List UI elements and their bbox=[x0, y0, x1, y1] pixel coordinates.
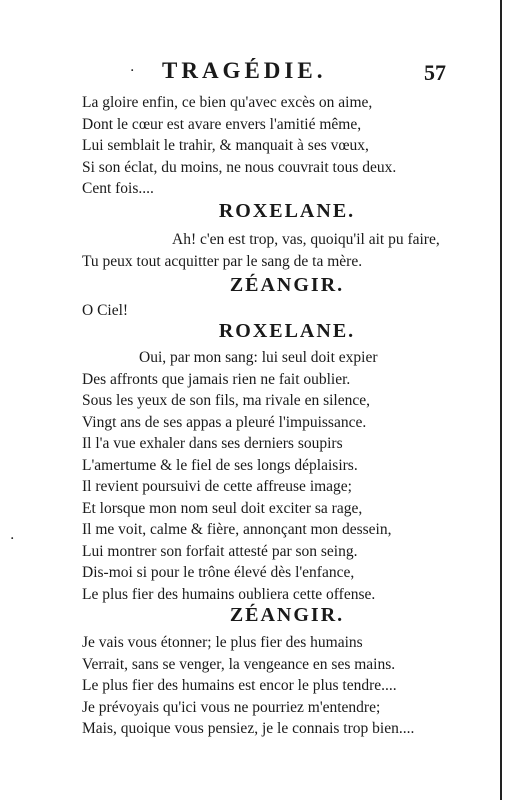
verse-line: Je vais vous étonner; le plus fier des humains bbox=[82, 634, 363, 651]
verse-line: Ah! c'en est trop, vas, quoiqu'il ait pu faire, bbox=[172, 231, 440, 248]
verse-line: Des affronts que jamais rien ne fait oublier. bbox=[82, 370, 351, 388]
speaker-name: ROXELANE. bbox=[218, 320, 356, 342]
speaker-name: ROXELANE. bbox=[218, 200, 356, 222]
speech-zeangir-1 bbox=[82, 274, 492, 322]
verse-line: Le plus fier des humains oubliera cette offense. bbox=[82, 585, 376, 603]
verse-line: Le plus fier des humains est encor le plus tendre.... bbox=[82, 677, 397, 694]
speech-roxelane-1 bbox=[82, 200, 492, 272]
verse-line: Il l'a vue exhaler dans ses derniers soupirs bbox=[82, 435, 343, 452]
verse-line: Sous les yeux de son fils, ma rivale en silence, bbox=[82, 392, 370, 409]
verse-line: Il me voit, calme & fière, annonçant mon dessein, bbox=[82, 521, 392, 538]
margin-dot: · bbox=[10, 531, 15, 547]
page-edge-line bbox=[500, 0, 502, 800]
verse-line: La gloire enfin, ce bien qu'avec excès on aime, bbox=[82, 94, 373, 111]
speech-zeangir-2 bbox=[82, 604, 492, 740]
verse-line: Tu peux tout acquitter par le sang de ta mère. bbox=[82, 252, 363, 270]
running-header bbox=[80, 58, 500, 88]
verse-line: Il revient poursuivi de cette affreuse image; bbox=[82, 478, 352, 495]
page-number: 57 bbox=[424, 60, 446, 85]
verse-line: Je prévoyais qu'ici vous ne pourriez m'entendre; bbox=[82, 698, 381, 716]
header-dot: · bbox=[130, 63, 135, 79]
speech-roxelane-2 bbox=[82, 320, 492, 605]
verse-line: Verrait, sans se venger, la vengeance en ses mains. bbox=[82, 655, 396, 673]
verse-line: Vingt ans de ses appas a pleuré l'impuissance. bbox=[82, 413, 367, 431]
verse-line: Oui, par mon sang: lui seul doit expier bbox=[139, 349, 378, 366]
verse-line: Dis-moi si pour le trône élevé dès l'enfance, bbox=[82, 564, 355, 581]
speaker-name: ZÉANGIR. bbox=[229, 274, 345, 296]
speaker-name: ZÉANGIR. bbox=[229, 604, 345, 626]
verse-line: Mais, quoique vous pensiez, je le connais trop bien.... bbox=[82, 720, 415, 737]
running-title: TRAGÉDIE. bbox=[162, 58, 327, 83]
verse-line: Lui semblait le trahir, & manquait à ses vœux, bbox=[82, 137, 369, 154]
verse-line: L'amertume & le fiel de ses longs déplaisirs. bbox=[82, 456, 358, 474]
verse-line: Dont le cœur est avare envers l'amitié même, bbox=[82, 115, 362, 133]
verse-line: Cent fois.... bbox=[82, 180, 154, 197]
verse-line: Lui montrer son forfait attesté par son seing. bbox=[82, 542, 358, 560]
verse-line: O Ciel! bbox=[82, 302, 129, 319]
verse-line: Si son éclat, du moins, ne nous couvrait tous deux. bbox=[82, 158, 397, 176]
verse-line: Et lorsque mon nom seul doit exciter sa rage, bbox=[82, 499, 363, 517]
speech-continuation bbox=[82, 92, 492, 200]
